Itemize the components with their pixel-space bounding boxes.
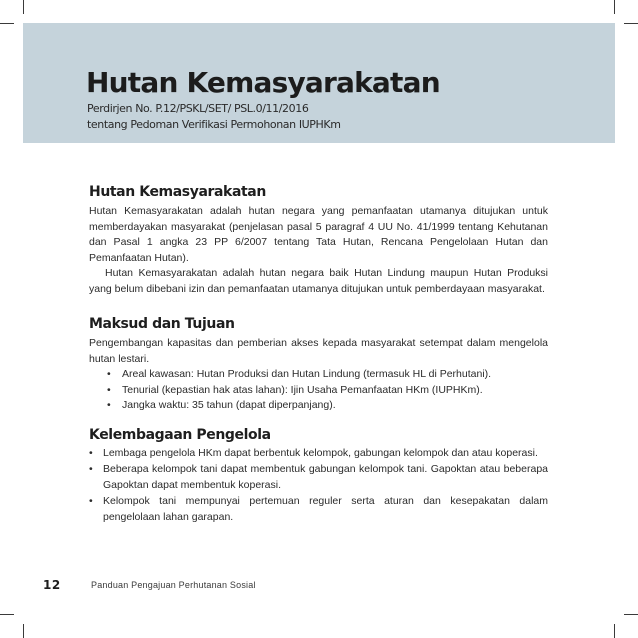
crop-mark — [624, 23, 638, 24]
list-item-text: Areal kawasan: Hutan Produksi dan Hutan Lindung (termasuk HL di Perhutani). — [122, 368, 492, 380]
bullet-icon: • — [107, 368, 111, 380]
crop-mark — [0, 23, 14, 24]
bullet-list — [89, 446, 548, 526]
crop-mark — [0, 614, 14, 615]
list-item — [89, 462, 548, 493]
list-item — [107, 383, 548, 399]
list-item-text: Lembaga pengelola HKm dapat berbentuk kelompok, gabungan kelompok dan atau koperasi. — [103, 446, 538, 459]
list-item-text: Kelompok tani mempunyai pertemuan reguler serta aturan dan kesepakatan dalam pengelolaan lahan garapan. — [103, 495, 548, 523]
page-number: 12 — [43, 578, 61, 592]
section-heading: Kelembagaan Pengelola — [89, 426, 271, 443]
list-item-text: Jangka waktu: 35 tahun (dapat diperpanjang). — [122, 399, 336, 411]
section-heading: Maksud dan Tujuan — [89, 316, 235, 332]
paragraph: Pengembangan kapasitas dan pemberian akses kepada masyarakat setempat dalam mengelola hutan lestari. — [89, 337, 548, 365]
page-title: Hutan Kemasyarakatan — [86, 66, 440, 99]
bullet-icon: • — [89, 463, 93, 475]
crop-mark — [23, 624, 24, 638]
section-heading: Hutan Kemasyarakatan — [89, 184, 266, 200]
list-item — [89, 494, 548, 525]
crop-mark — [614, 0, 615, 14]
bullet-icon: • — [107, 399, 111, 411]
paragraph: Hutan Kemasyarakatan adalah hutan negara baik Hutan Lindung maupun Hutan Produksi yang belum dibebani izin dan pemanfaatan utamanya ditujukan untuk pemberdayaan masyarakat. — [89, 267, 548, 295]
bullet-icon: • — [89, 446, 93, 459]
list-item-text: Tenurial (kepastian hak atas lahan): Ijin Usaha Pemanfaatan HKm (IUPHKm). — [122, 383, 483, 396]
page-content — [89, 183, 548, 526]
bullet-list — [89, 367, 548, 414]
bullet-icon: • — [107, 383, 111, 396]
list-item-text: Beberapa kelompok tani dapat membentuk gabungan kelompok tani. Gapoktan atau beberapa Gapoktan dapat membentuk koperasi. — [103, 463, 548, 491]
list-item — [89, 446, 548, 462]
list-item — [107, 398, 548, 414]
bullet-icon: • — [89, 495, 93, 507]
crop-mark — [614, 624, 615, 638]
list-item — [107, 367, 548, 383]
regulation-subject: tentang Pedoman Verifikasi Permohonan IUPHKm — [87, 118, 341, 131]
paragraph: Hutan Kemasyarakatan adalah hutan negara yang pemanfaatan utamanya ditujukan untuk memberdayakan masyarakat (penjelasan pasal 5 paragraf 4 UU No. 41/1999 tentang Kehutanan dan Pasal 1 angka 23 PP 6/2007 tentang Tata Hutan, Rencana Pengelolaan Hutan dan Pemanfaatan Hutan). — [89, 205, 548, 264]
crop-mark — [624, 614, 638, 615]
footer-title: Panduan Pengajuan Perhutanan Sosial — [91, 580, 256, 590]
regulation-reference: Perdirjen No. P.12/PSKL/SET/ PSL.0/11/2016 — [87, 102, 309, 115]
crop-mark — [23, 0, 24, 14]
